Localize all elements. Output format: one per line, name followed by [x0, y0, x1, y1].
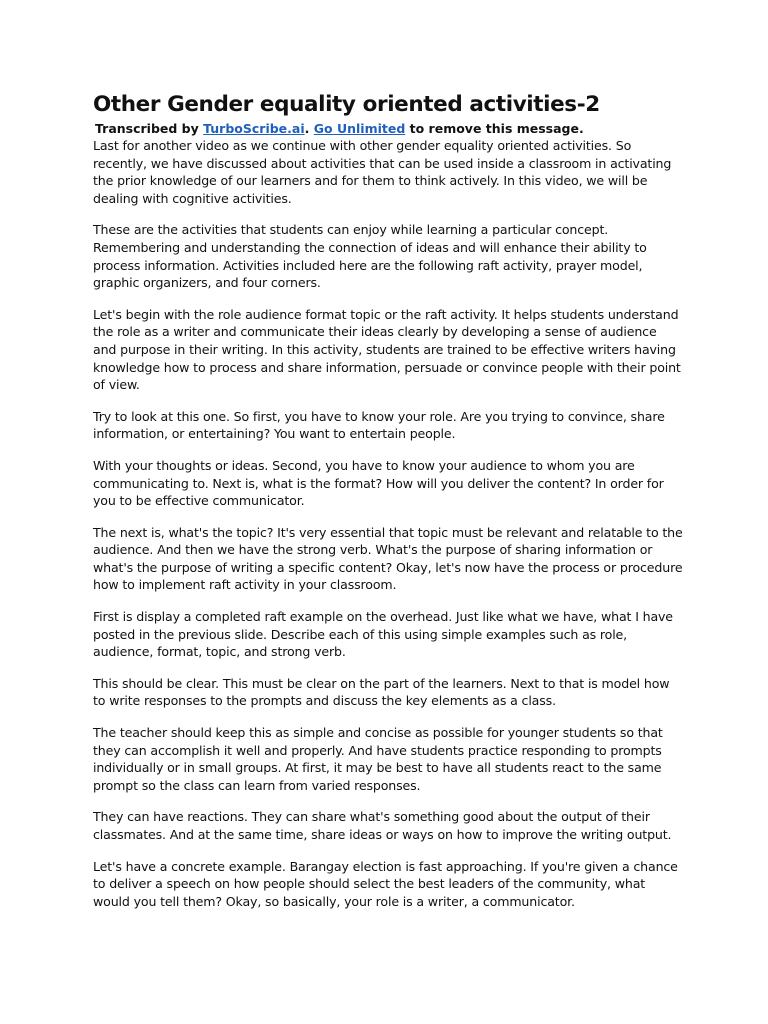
paragraph: Last for another video as we continue with other gender equality oriented activities. So recently, we have discussed about activities that can be used inside a classroom in activating the prior knowledge of our learners and for them to think actively. In this video, we will be dealing with cognitive activities. [93, 138, 672, 206]
transcription-notice [95, 120, 683, 137]
go-unlimited-link[interactable]: Go Unlimited [313, 121, 406, 136]
paragraph: Let's begin with the role audience format topic or the raft activity. It helps students understand the role as a writer and communicate their ideas clearly by developing a sense of audience and purpose in their writing. In this activity, students are trained to be effective writers having knowledge how to process and share information, persuade or convince people with their point of view. [93, 306, 681, 393]
turboscribe-link[interactable]: TurboScribe.ai [203, 121, 305, 136]
document-title: Other Gender equality oriented activities-2 [93, 92, 600, 117]
paragraph: These are the activities that students can enjoy while learning a particular concept. Remembering and understanding the connection of ideas and will enhance their ability to process information. Activities included here are the following raft activity, prayer model, graphic organizers, and four corners. [93, 222, 647, 291]
paragraph: Try to look at this one. So first, you have to know your role. Are you trying to convince, share information, or entertaining? You want to entertain people. [93, 408, 665, 442]
paragraph: First is display a completed raft example on the overhead. Just like what we have, what I have posted in the previous slide. Describe each of this using simple examples such as role, audience, format, topic, and strong verb. [93, 609, 673, 660]
paragraph: Let's have a concrete example. Barangay election is fast approaching. If you're given a chance to deliver a speech on how people should select the best leaders of the community, what would you tell them? Okay, so basically, your role is a writer, a communicator. [93, 858, 678, 909]
paragraph: The teacher should keep this as simple and concise as possible for younger students so that they can accomplish it well and properly. And have students practice responding to prompts individually or in small groups. At first, it may be best to have all students react to the same prompt so the class can learn from varied responses. [93, 725, 663, 793]
notice-prefix: Transcribed by [95, 121, 204, 136]
paragraph: They can have reactions. They can share what's something good about the output of their classmates. And at the same time, share ideas or ways on how to improve the writing output. [93, 809, 672, 842]
notice-suffix: to remove this message. [405, 121, 584, 136]
paragraph: The next is, what's the topic? It's very essential that topic must be relevant and relatable to the audience. And then we have the strong verb. What's the purpose of sharing information or what's the purpose of writing a specific content? Okay, let's now have the process or procedure how to implement raft activity in your classroom. [93, 524, 683, 593]
paragraph: This should be clear. This must be clear on the part of the learners. Next to that is model how to write responses to the prompts and discuss the key elements as a class. [93, 675, 670, 709]
document-body [93, 90, 683, 924]
paragraph: With your thoughts or ideas. Second, you have to know your audience to whom you are communicating to. Next is, what is the format? How will you deliver the content? In order for you to be effective communicator. [93, 457, 664, 509]
notice-separator: . [304, 121, 314, 136]
